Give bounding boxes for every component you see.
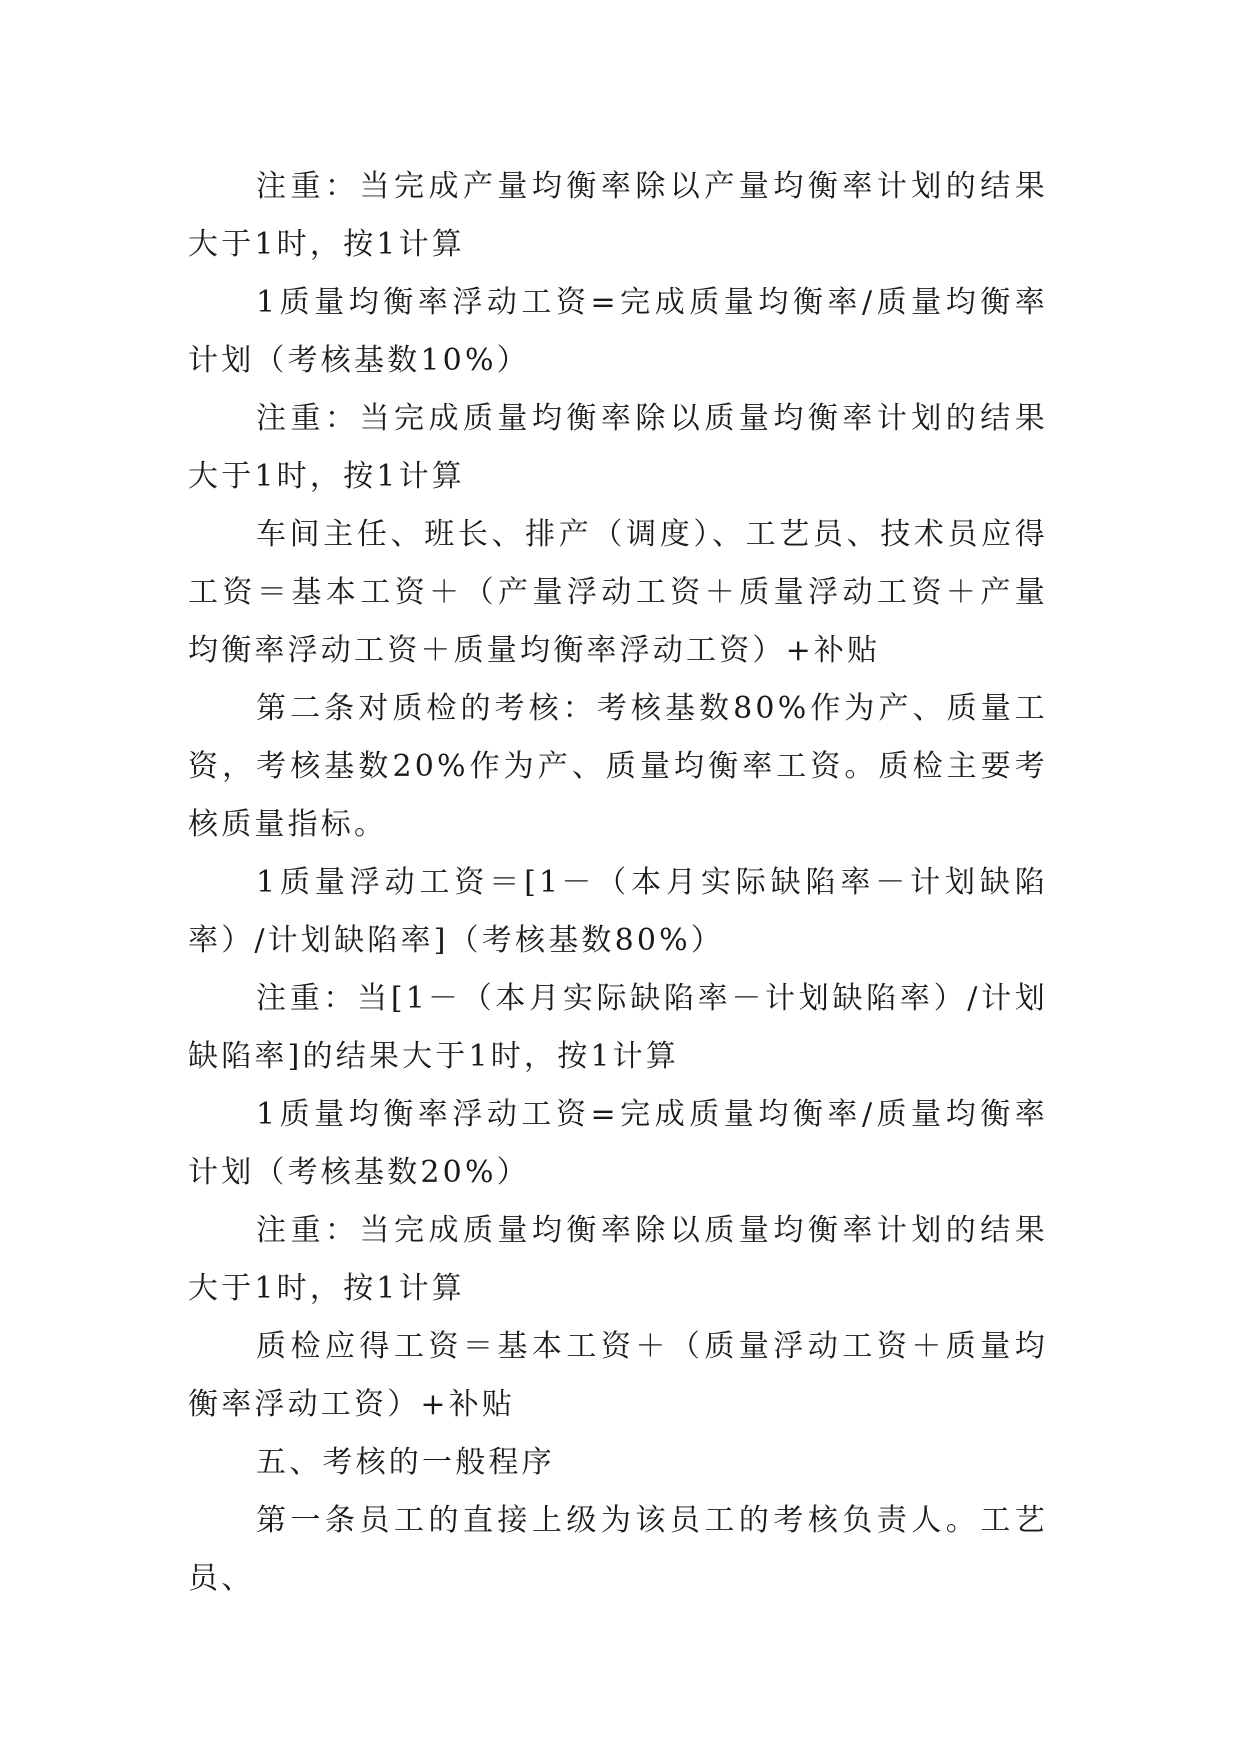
paragraph-note-defect-rate: 注重：当[1－（本月实际缺陷率－计划缺陷率）/计划缺陷率]的结果大于1时，按1计算	[188, 981, 1048, 1074]
paragraph-quality-float-wage: 1质量浮动工资＝[1－（本月实际缺陷率－计划缺陷率）/计划缺陷率]（考核基数80%）	[188, 865, 1048, 958]
paragraph-article-two-qc: 第二条对质检的考核：考核基数80%作为产、质量工资，考核基数20%作为产、质量均衡率工资。质检主要考核质量指标。	[188, 691, 1048, 842]
paragraph-quality-balance-wage: 1质量均衡率浮动工资=完成质量均衡率/质量均衡率计划（考核基数10%）	[188, 285, 1048, 378]
document-body	[188, 158, 1048, 1608]
section-heading-procedure: 五、考核的一般程序	[256, 1445, 555, 1480]
paragraph-note-quality-balance-2: 注重：当完成质量均衡率除以质量均衡率计划的结果大于1时，按1计算	[188, 1213, 1048, 1306]
paragraph-quality-balance-wage-20: 1质量均衡率浮动工资=完成质量均衡率/质量均衡率计划（考核基数20%）	[188, 1097, 1048, 1190]
paragraph-note-quality-balance: 注重：当完成质量均衡率除以质量均衡率计划的结果大于1时，按1计算	[188, 401, 1048, 494]
paragraph-article-one-procedure: 第一条员工的直接上级为该员工的考核负责人。工艺员、	[188, 1503, 1048, 1596]
paragraph-qc-wage-formula: 质检应得工资＝基本工资＋（质量浮动工资＋质量均衡率浮动工资）+补贴	[188, 1329, 1048, 1422]
paragraph-note-output-balance: 注重：当完成产量均衡率除以产量均衡率计划的结果大于1时，按1计算	[188, 169, 1048, 262]
paragraph-workshop-wage-formula: 车间主任、班长、排产（调度）、工艺员、技术员应得工资＝基本工资＋（产量浮动工资＋质量浮动工资＋产量均衡率浮动工资＋质量均衡率浮动工资）+补贴	[188, 517, 1048, 668]
